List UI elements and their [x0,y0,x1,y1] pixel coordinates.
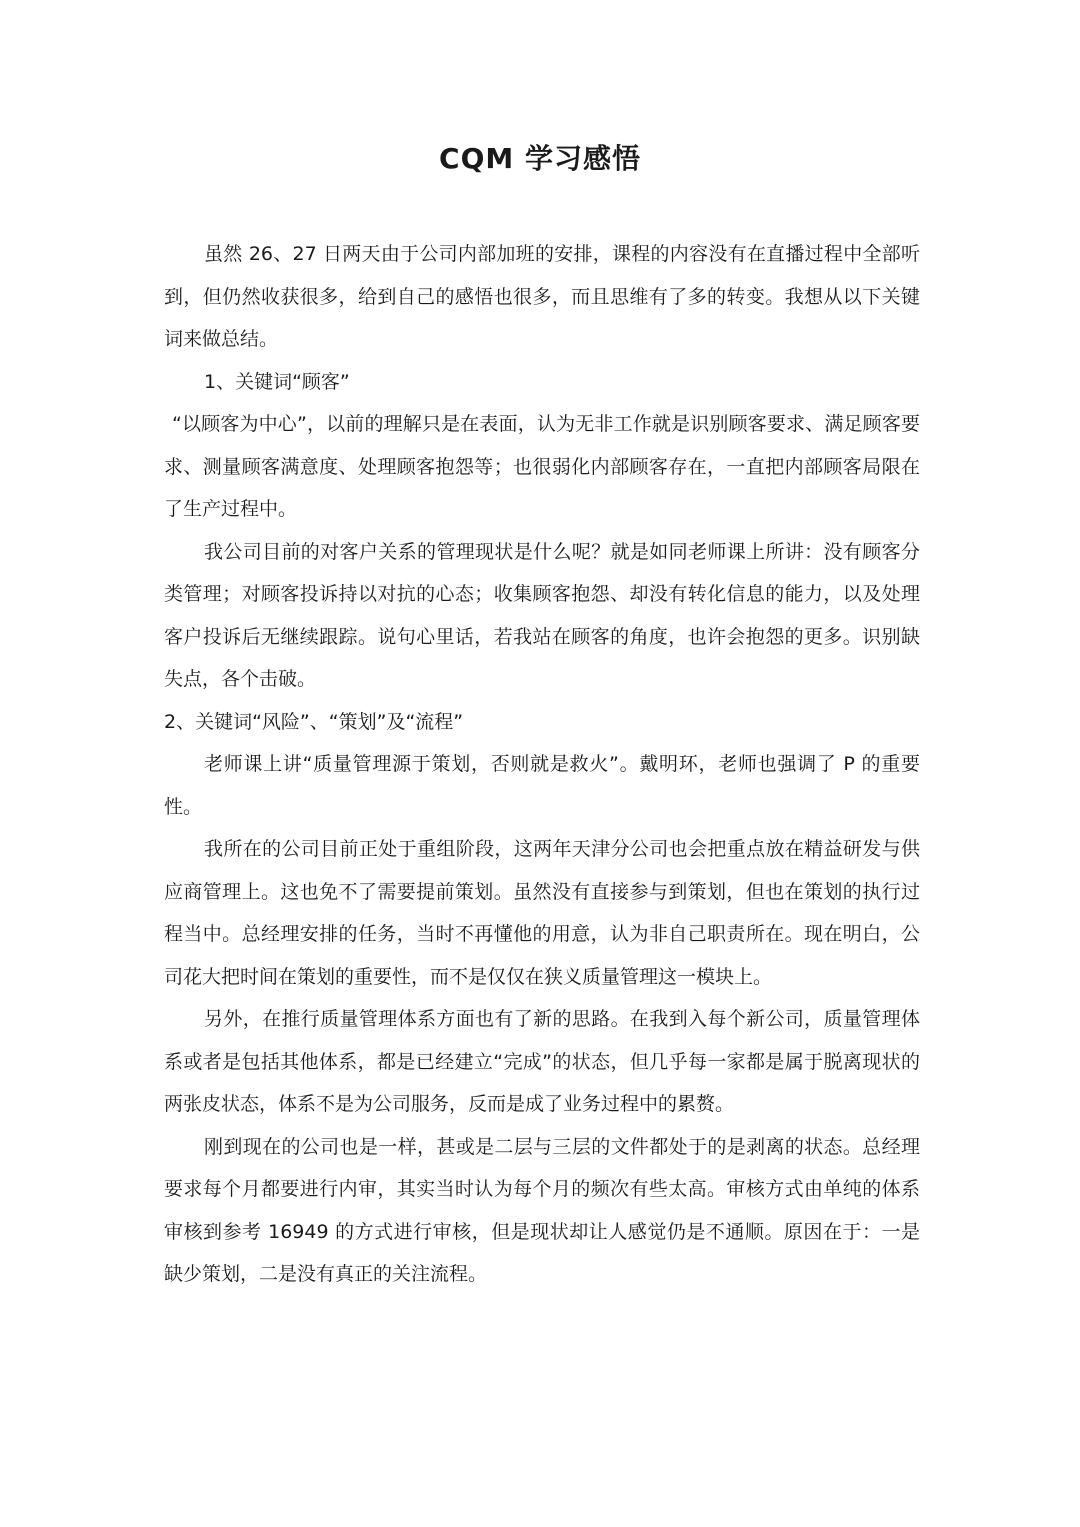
document-body [164,233,920,1296]
paragraph-qms-thoughts: 另外，在推行质量管理体系方面也有了新的思路。在我到入每个新公司，质量管理体系或者是包括其他体系，都是已经建立“完成”的状态，但几乎每一家都是属于脱离现状的两张皮状态，体系不是为公司服务，反而是成了业务过程中的累赘。 [164,1008,920,1115]
paragraph-planning-quote: 老师课上讲“质量管理源于策划，否则就是救火”。戴明环，老师也强调了 P 的重要性。 [164,753,920,818]
section-heading-risk-planning-process: 2、关键词“风险”、“策划”及“流程” [164,710,464,733]
paragraph-intro: 虽然 26、27 日两天由于公司内部加班的安排，课程的内容没有在直播过程中全部听到，但仍然收获很多，给到自己的感悟也很多，而且思维有了多的转变。我想从以下关键词来做总结。 [164,243,920,350]
paragraph-internal-audit: 刚到现在的公司也是一样，甚或是二层与三层的文件都处于的是剥离的状态。总经理要求每个月都要进行内审，其实当时认为每个月的频次有些太高。审核方式由单纯的体系审核到参考 16949 的方式进行审核，但是现状却让人感觉仍是不通顺。原因在于：一是缺少策划，二是没有真正的关注流程。 [164,1135,920,1285]
paragraph-customer-management: 我公司目前的对客户关系的管理现状是什么呢？就是如同老师课上所讲：没有顾客分类管理；对顾客投诉持以对抗的心态；收集顾客抱怨、却没有转化信息的能力，以及处理客户投诉后无继续跟踪。说句心里话，若我站在顾客的角度，也许会抱怨的更多。识别缺失点，各个击破。 [164,540,920,690]
section-heading-customer: 1、关键词“顾客” [204,370,350,393]
paragraph-reorganization: 我所在的公司目前正处于重组阶段，这两年天津分公司也会把重点放在精益研发与供应商管理上。这也免不了需要提前策划。虽然没有直接参与到策划，但也在策划的执行过程当中。总经理安排的任务，当时不再懂他的用意，认为非自己职责所在。现在明白，公司花大把时间在策划的重要性，而不是仅仅在狭义质量管理这一模块上。 [164,838,920,988]
document-title: CQM 学习感悟 [439,142,641,175]
paragraph-customer-centric: “以顾客为中心”，以前的理解只是在表面，认为无非工作就是识别顾客要求、满足顾客要求、测量顾客满意度、处理顾客抱怨等；也很弱化内部顾客存在，一直把内部顾客局限在了生产过程中。 [164,413,920,520]
